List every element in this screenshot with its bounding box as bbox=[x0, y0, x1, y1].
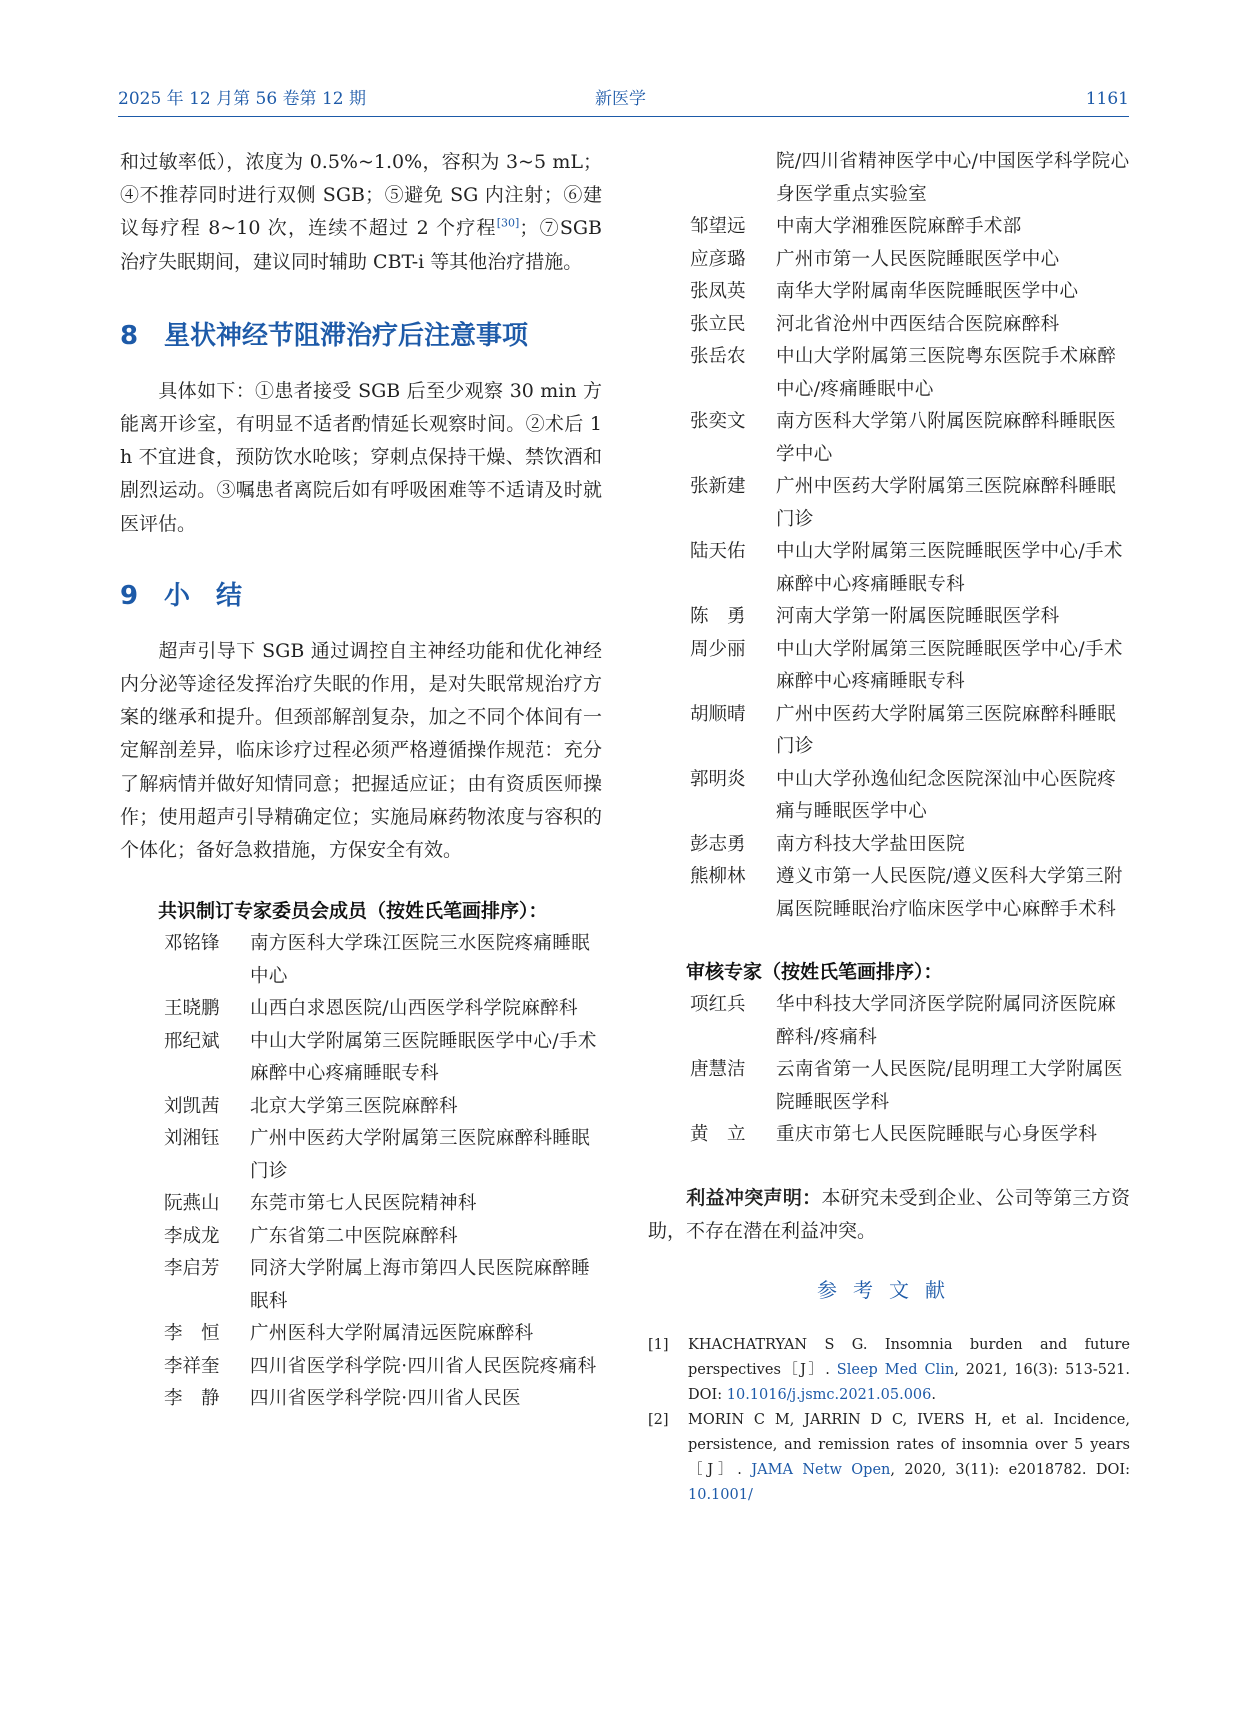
reference-text bbox=[688, 1333, 1130, 1408]
citation-30[interactable]: [30] bbox=[496, 217, 520, 231]
member-row bbox=[120, 1221, 602, 1254]
member-name: 张新建 bbox=[690, 476, 746, 497]
member-row bbox=[120, 1188, 602, 1221]
member-institution: 南华大学附属南华医院睡眠医学中心 bbox=[776, 281, 1079, 302]
reference-body: MORIN C M, JARRIN D C, IVERS H, et al. Incidence, persistence, and remission rates of insomnia over 5 years［J］. bbox=[688, 1411, 1130, 1478]
section-title: 星状神经节阻滞治疗后注意事项 bbox=[164, 320, 529, 351]
member-name: 李祥奎 bbox=[164, 1355, 220, 1377]
member-institution: 南方医科大学珠江医院三水医院疼痛睡眠中心 bbox=[250, 933, 591, 987]
reference-body-2: , 2021, 16(3): 513-521. DOI: bbox=[688, 1361, 1131, 1403]
committee-member-list-continued bbox=[648, 146, 1130, 926]
member-institution: 中山大学附属第三医院睡眠医学中心/手术麻醉中心疼痛睡眠专科 bbox=[250, 1030, 597, 1085]
reference-number: [1] bbox=[648, 1336, 669, 1353]
member-name: 彭志勇 bbox=[690, 833, 746, 855]
member-name: 王晓鹏 bbox=[164, 998, 220, 1020]
member-name: 刘湘钰 bbox=[164, 1128, 220, 1150]
section-9-paragraph bbox=[120, 635, 602, 867]
member-row bbox=[120, 1123, 602, 1188]
paragraph-text: 超声引导下 SGB 通过调控自主神经功能和优化神经内分泌等途径发挥治疗失眠的作用，是对失眠常规治疗方案的继承和提升。但颈部解剖复杂，加之不同个体间有一定解剖差异，临床诊疗过程必须严格遵循操作规范：充分了解病情并做好知情同意；把握适应证；由有资质医师操作；使用超声引导精确定位；实施局麻药物浓度与容积的个体化；备好急救措施，方保安全有效。 bbox=[120, 639, 602, 862]
reviewer-name: 项红兵 bbox=[690, 994, 746, 1015]
member-name: 邹望远 bbox=[690, 216, 746, 237]
member-row bbox=[648, 309, 1130, 342]
member-row bbox=[120, 1091, 602, 1124]
member-institution: 遵义市第一人民医院/遵义医科大学第三附属医院睡眠治疗临床医学中心麻醉手术科 bbox=[776, 866, 1123, 920]
committee-member-list bbox=[120, 928, 602, 1416]
committee-heading bbox=[120, 895, 602, 928]
member-institution: 广东省第二中医院麻醉科 bbox=[250, 1225, 458, 1247]
member-institution: 河南大学第一附属医院睡眠医学科 bbox=[776, 606, 1060, 627]
member-row bbox=[648, 276, 1130, 309]
member-row bbox=[120, 1383, 602, 1416]
member-row bbox=[648, 471, 1130, 536]
section-title: 小 结 bbox=[164, 580, 243, 611]
member-row bbox=[648, 764, 1130, 829]
running-header-issue: 2025 年 12 月第 56 卷第 12 期 bbox=[118, 89, 366, 109]
paragraph-text: 具体如下：①患者接受 SGB 后至少观察 30 min 方能离开诊室，有明显不适者酌情延长观察时间。②术后 1 h 不宜进食，预防饮水呛咳；穿刺点保持干燥、禁饮酒和剧烈运动。③嘱患者离院后如有呼吸困难等不适请及时就医评估。 bbox=[120, 379, 602, 535]
member-institution: 中山大学附属第三医院睡眠医学中心/手术麻醉中心疼痛睡眠专科 bbox=[776, 541, 1123, 595]
paragraph-continued bbox=[120, 146, 602, 279]
member-row bbox=[648, 699, 1130, 764]
member-institution: 中南大学湘雅医院麻醉手术部 bbox=[776, 216, 1022, 237]
section-number: 9 bbox=[120, 580, 139, 611]
member-name: 熊柳林 bbox=[690, 866, 746, 887]
reviewer-list bbox=[648, 989, 1130, 1152]
member-institution: 东莞市第七人民医院精神科 bbox=[250, 1193, 477, 1215]
member-name: 周少丽 bbox=[690, 638, 746, 660]
reviewer-row bbox=[648, 1054, 1130, 1119]
member-institution: 中山大学孙逸仙纪念医院深汕中心医院疼痛与睡眠医学中心 bbox=[776, 768, 1117, 822]
member-row bbox=[120, 993, 602, 1026]
doi-link[interactable]: 10.1001/ bbox=[688, 1486, 753, 1503]
member-institution: 广州医科大学附属清远医院麻醉科 bbox=[250, 1323, 534, 1345]
journal-link[interactable]: Sleep Med Clin bbox=[836, 1361, 955, 1378]
member-name: 李 恒 bbox=[164, 1323, 220, 1345]
reviewers-heading bbox=[648, 956, 1130, 989]
reference-body-2: , 2020, 3(11): e2018782. DOI: bbox=[890, 1461, 1131, 1478]
member-institution: 广州市第一人民医院睡眠医学中心 bbox=[776, 248, 1060, 270]
member-row bbox=[648, 601, 1130, 634]
reference-body: KHACHATRYAN S G. Insomnia burden and future perspectives［J］. bbox=[688, 1336, 1130, 1378]
member-institution: 广州中医药大学附属第三医院麻醉科睡眠门诊 bbox=[250, 1128, 591, 1182]
member-row bbox=[120, 928, 602, 993]
member-name: 张立民 bbox=[690, 313, 746, 335]
committee-heading-text: 共识制订专家委员会成员（按姓氏笔画排序）： bbox=[158, 900, 548, 923]
reviewers-heading-text: 审核专家（按姓氏笔画排序）： bbox=[686, 961, 943, 983]
references-title: 参考文献 bbox=[817, 1277, 961, 1302]
member-institution: 院/四川省精神医学中心/中国医学科学院心身医学重点实验室 bbox=[776, 151, 1130, 205]
reviewer-institution: 华中科技大学同济医学院附属同济医院麻醉科/疼痛科 bbox=[776, 994, 1117, 1048]
reference-item bbox=[648, 1408, 1130, 1508]
right-column bbox=[648, 146, 1130, 1508]
reviewer-name: 黄 立 bbox=[690, 1124, 746, 1145]
member-institution: 广州中医药大学附属第三医院麻醉科睡眠门诊 bbox=[776, 703, 1117, 757]
doi-link[interactable]: 10.1016/j.jsmc.2021.05.006 bbox=[726, 1386, 932, 1403]
member-row bbox=[648, 244, 1130, 277]
member-name: 李启芳 bbox=[164, 1258, 220, 1280]
member-row bbox=[648, 341, 1130, 406]
member-institution: 南方科技大学盐田医院 bbox=[776, 833, 966, 855]
member-row bbox=[648, 861, 1130, 926]
member-name: 李 静 bbox=[164, 1388, 220, 1410]
member-row bbox=[648, 634, 1130, 699]
member-institution: 中山大学附属第三医院粤东医院手术麻醉中心/疼痛睡眠中心 bbox=[776, 346, 1117, 400]
reviewer-name: 唐慧洁 bbox=[690, 1059, 746, 1080]
member-name: 郭明炎 bbox=[690, 768, 746, 790]
member-name: 陈 勇 bbox=[690, 606, 746, 627]
left-column bbox=[120, 146, 602, 1416]
paragraph-text-tail: ；⑦SGB 治疗失眠期间，建议同时辅助 CBT-i 等其他治疗措施。 bbox=[120, 217, 602, 273]
member-row bbox=[120, 1351, 602, 1384]
section-number: 8 bbox=[120, 320, 139, 351]
member-row bbox=[648, 536, 1130, 601]
section-8-paragraph bbox=[120, 375, 602, 541]
member-name: 邓铭锋 bbox=[164, 933, 220, 955]
member-name: 应彦璐 bbox=[690, 248, 746, 270]
reviewer-row bbox=[648, 1119, 1130, 1152]
member-name: 刘凯茜 bbox=[164, 1095, 220, 1117]
running-header-journal: 新医学 bbox=[595, 89, 646, 109]
member-name: 张凤英 bbox=[690, 281, 746, 302]
member-institution: 同济大学附属上海市第四人民医院麻醉睡眠科 bbox=[250, 1258, 591, 1312]
member-institution: 广州中医药大学附属第三医院麻醉科睡眠门诊 bbox=[776, 476, 1117, 530]
member-row bbox=[120, 1318, 602, 1351]
reference-text bbox=[688, 1408, 1130, 1508]
member-name: 张岳农 bbox=[690, 346, 746, 367]
member-name: 李成龙 bbox=[164, 1225, 220, 1247]
conflict-of-interest-statement bbox=[648, 1182, 1130, 1248]
reference-number: [2] bbox=[648, 1411, 669, 1428]
member-name: 邢纪斌 bbox=[164, 1030, 220, 1052]
member-row bbox=[648, 211, 1130, 244]
member-institution: 中山大学附属第三医院睡眠医学中心/手术麻醉中心疼痛睡眠专科 bbox=[776, 638, 1123, 692]
page-number: 1161 bbox=[1085, 89, 1129, 109]
reviewer-institution: 云南省第一人民医院/昆明理工大学附属医院睡眠医学科 bbox=[776, 1059, 1123, 1113]
coi-text: 本研究未受到企业、公司等第三方资助，不存在潜在利益冲突。 bbox=[648, 1186, 1130, 1242]
member-institution: 南方医科大学第八附属医院麻醉科睡眠医学中心 bbox=[776, 411, 1117, 465]
member-name: 张奕文 bbox=[690, 411, 746, 432]
paragraph-text: 和过敏率低），浓度为 0.5%~1.0%，容积为 3~5 mL；④不推荐同时进行双侧 SGB；⑤避免 SG 内注射；⑥建议每疗程 8~10 次，连续不超过 2 个疗程 bbox=[120, 151, 602, 240]
member-row bbox=[120, 1026, 602, 1091]
member-institution: 河北省沧州中西医结合医院麻醉科 bbox=[776, 313, 1060, 335]
member-name: 陆天佑 bbox=[690, 541, 746, 562]
header-rule bbox=[118, 116, 1129, 117]
member-row bbox=[648, 406, 1130, 471]
coi-label: 利益冲突声明： bbox=[686, 1186, 822, 1209]
member-institution: 北京大学第三医院麻醉科 bbox=[250, 1095, 458, 1117]
section-8-heading bbox=[120, 319, 602, 353]
reviewer-institution: 重庆市第七人民医院睡眠与心身医学科 bbox=[776, 1124, 1098, 1145]
reviewer-row bbox=[648, 989, 1130, 1054]
journal-link[interactable]: JAMA Netw Open bbox=[751, 1461, 891, 1478]
member-institution: 山西白求恩医院/山西医学科学院麻醉科 bbox=[250, 998, 578, 1020]
section-9-heading bbox=[120, 579, 602, 613]
member-name: 阮燕山 bbox=[164, 1193, 220, 1215]
reference-end: . bbox=[931, 1386, 936, 1403]
member-row bbox=[648, 829, 1130, 862]
member-row bbox=[120, 1253, 602, 1318]
member-row-continued bbox=[648, 146, 1130, 211]
member-institution: 四川省医学科学院·四川省人民医院疼痛科 bbox=[250, 1355, 597, 1377]
member-name: 胡顺晴 bbox=[690, 703, 746, 725]
member-institution: 四川省医学科学院·四川省人民医 bbox=[250, 1388, 521, 1410]
reference-item bbox=[648, 1333, 1130, 1408]
